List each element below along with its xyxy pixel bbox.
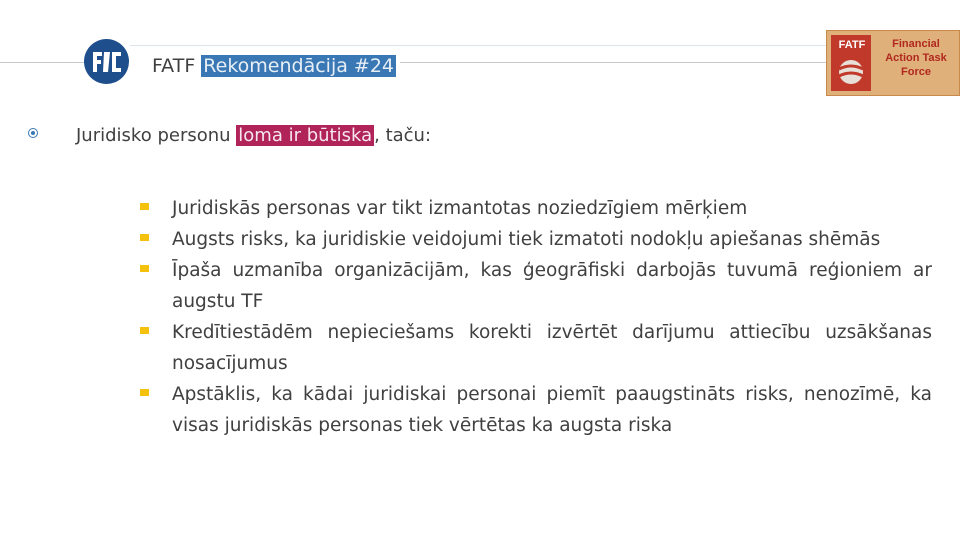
main-text-before: Juridisko personu (76, 125, 237, 146)
main-text-highlight: loma ir būtiska (238, 125, 373, 146)
square-bullet-icon (140, 203, 149, 210)
page-title-highlight: Rekomendācija #24 (203, 55, 395, 77)
header-divider-top (130, 45, 940, 46)
list-item-text: Augsts risks, ka juridiskie veidojumi tiek izmatoti nodokļu apiešanas shēmās (172, 229, 881, 250)
list-item (140, 193, 932, 224)
list-item (140, 317, 932, 379)
page-title-prefix: FATF (152, 55, 196, 77)
fatf-mark-text: FATF (838, 39, 866, 51)
list-item (140, 255, 932, 317)
fatf-logo-icon (84, 39, 129, 84)
sub-bullet-list (140, 193, 932, 441)
list-item-text: Juridiskās personas var tikt izmantotas noziedzīgiem mērķiem (172, 198, 748, 219)
fatf-org-logo (826, 30, 960, 96)
fatf-org-name: Financial Action Task Force (885, 38, 947, 78)
page-title (152, 53, 396, 79)
main-bullet-text (76, 124, 431, 148)
square-bullet-icon (140, 327, 149, 334)
header-divider-right (400, 62, 840, 63)
list-item (140, 224, 932, 255)
fatf-mark-icon (831, 35, 871, 91)
square-bullet-icon (140, 265, 149, 272)
bullet-icon (28, 128, 38, 138)
main-text-after: , taču: (374, 125, 432, 146)
list-item (140, 379, 932, 441)
square-bullet-icon (140, 234, 149, 241)
globe-swoosh-icon (835, 57, 867, 87)
list-item-text: Apstāklis, ka kādai juridiskai personai piemīt paaugstināts risks, nenozīmē, ka visas juridiskās personas tiek vērtētas ka augsta riska (172, 384, 932, 436)
list-item-text: Kredītiestādēm nepieciešams korekti izvērtēt darījumu attiecību uzsākšanas nosacījumus (172, 322, 932, 374)
square-bullet-icon (140, 389, 149, 396)
list-item-text: Īpaša uzmanība organizācijām, kas ģeogrāfiski darbojās tuvumā reģioniem ar augstu TF (172, 260, 932, 312)
